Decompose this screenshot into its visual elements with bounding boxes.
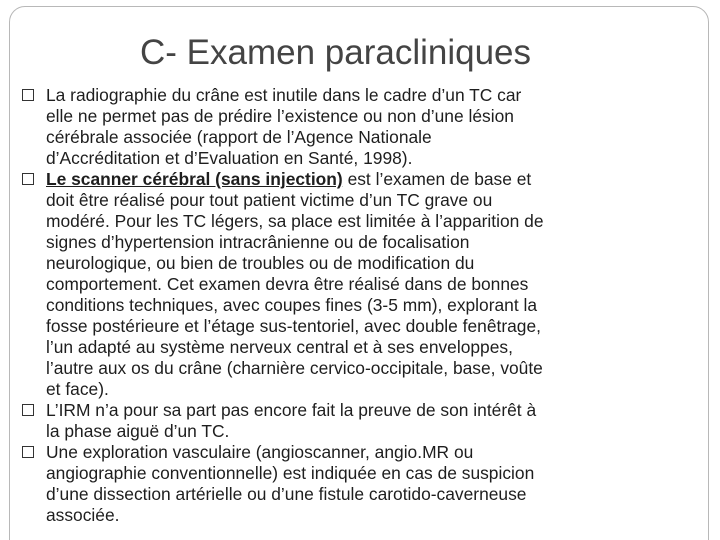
checkbox-bullet-icon	[22, 173, 34, 185]
bullet-line: doit être réalisé pour tout patient victime d’un TC grave ou	[46, 190, 493, 210]
bullet-irm	[22, 400, 682, 442]
bullet-line: l’un adapté au système nerveux central et à ses enveloppes,	[46, 337, 513, 357]
bullet-list	[22, 85, 682, 526]
bullet-line: modéré. Pour les TC légers, sa place est limitée à l’apparition de	[46, 211, 544, 231]
checkbox-bullet-icon	[22, 404, 34, 416]
bullet-line: la phase aiguë d’un TC.	[46, 421, 230, 441]
bullet-line: L’IRM n’a pour sa part pas encore fait la preuve de son intérêt à	[46, 400, 537, 420]
bullet-radiographie	[22, 85, 682, 169]
scanner-link[interactable]: Le scanner cérébral (sans injection)	[46, 169, 343, 189]
bullet-line: comportement. Cet examen devra être réalisé dans de bonnes	[46, 274, 529, 294]
bullet-line: et face).	[46, 379, 109, 399]
bullet-line: angiographie conventionnelle) est indiquée en cas de suspicion	[46, 463, 535, 483]
bullet-line: associée.	[46, 505, 120, 525]
bullet-line	[46, 169, 682, 190]
bullet-line: cérébrale associée (rapport de l’Agence Nationale	[46, 127, 432, 147]
checkbox-bullet-icon	[22, 446, 34, 458]
checkbox-bullet-icon	[22, 89, 34, 101]
bullet-line: Une exploration vasculaire (angioscanner, angio.MR ou	[46, 442, 474, 462]
bullet-scanner	[22, 169, 682, 400]
bullet-line: neurologique, ou bien de troubles ou de modification du	[46, 253, 475, 273]
bullet-line: l’autre aux os du crâne (charnière cervico-occipitale, base, voûte	[46, 358, 543, 378]
bullet-line: conditions techniques, avec coupes fines (3-5 mm), explorant la	[46, 295, 538, 315]
bullet-exploration-vasculaire	[22, 442, 682, 526]
bullet-line: d’une dissection artérielle ou d’une fistule carotido-caverneuse	[46, 484, 527, 504]
bullet-line: signes d’hypertension intracrânienne ou de focalisation	[46, 232, 470, 252]
bullet-line: fosse postérieure et l’étage sus-tentoriel, avec double fenêtrage,	[46, 316, 541, 336]
bullet-line: elle ne permet pas de prédire l’existence ou non d’une lésion	[46, 106, 514, 126]
bullet-line: La radiographie du crâne est inutile dans le cadre d’un TC car	[46, 85, 522, 105]
bullet-line: d’Accréditation et d’Evaluation en Santé, 1998).	[46, 148, 413, 168]
slide-title: C- Examen paracliniques	[140, 33, 532, 72]
bullet-line-rest: est l’examen de base et	[342, 169, 532, 189]
